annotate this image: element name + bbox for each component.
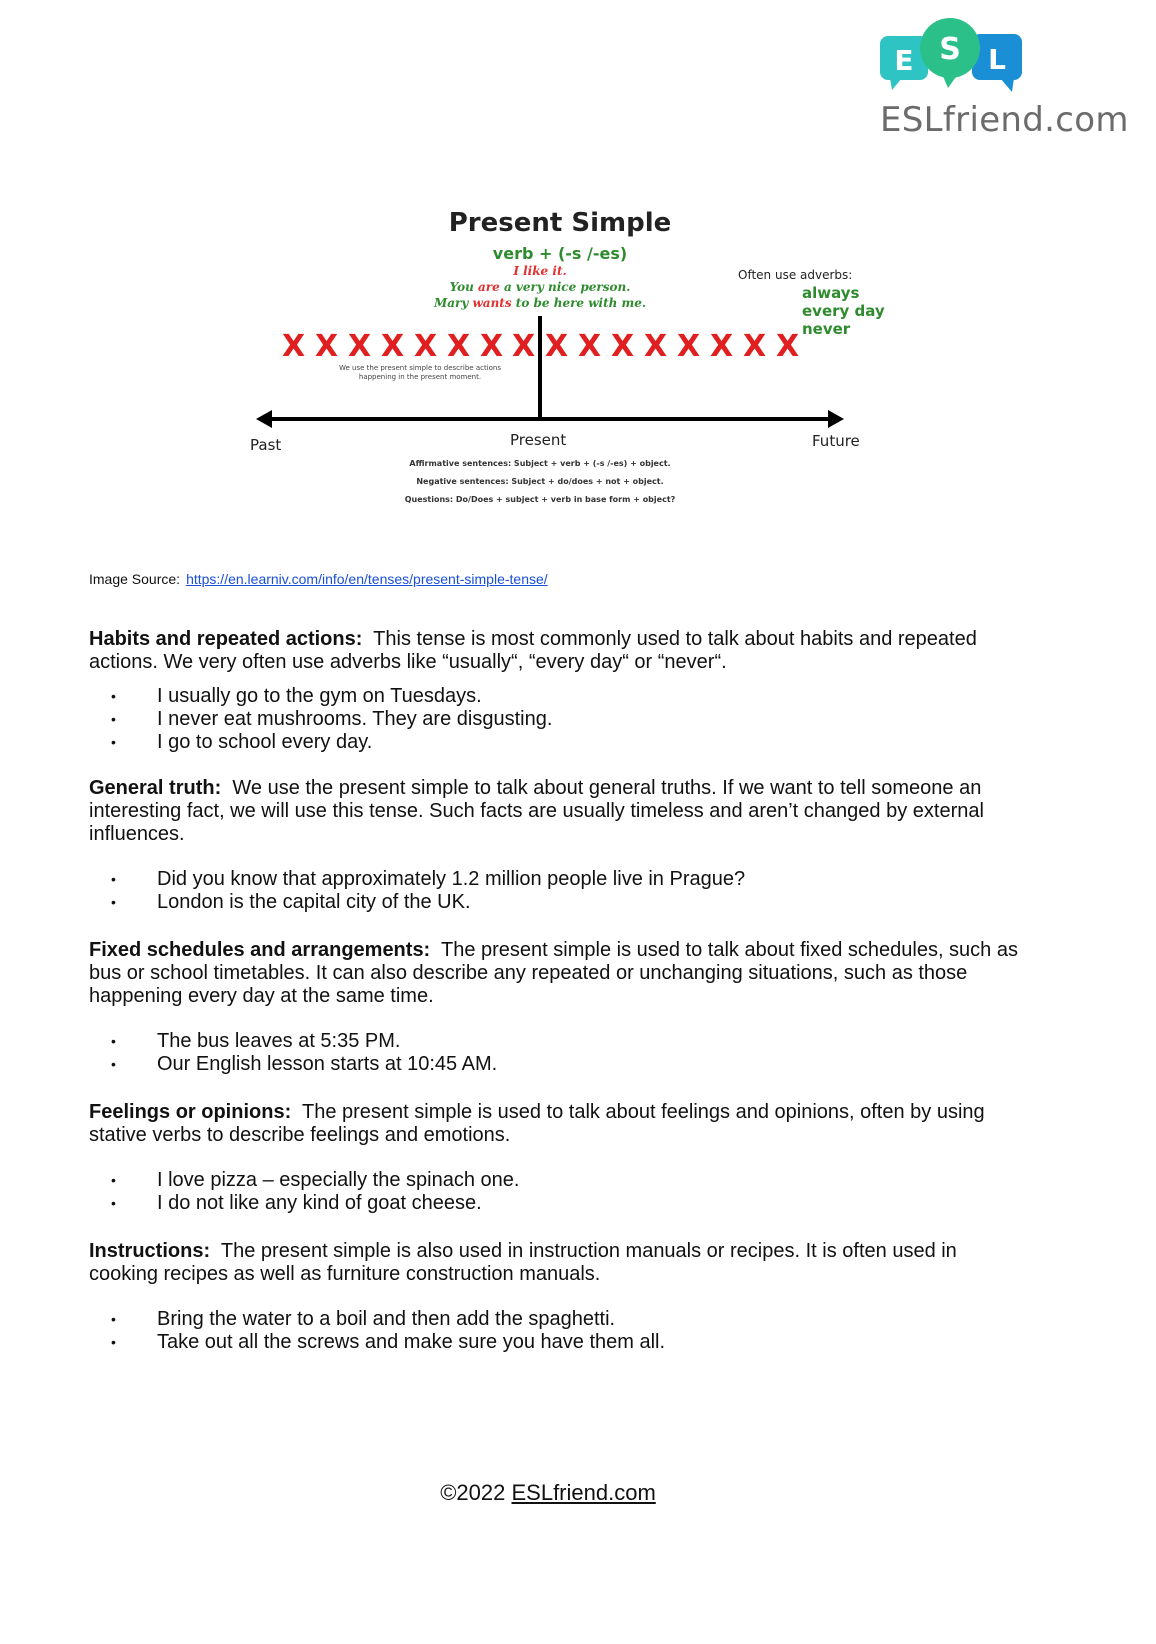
rule-questions: Questions: Do/Does + subject + verb in base form + object? (404, 495, 676, 504)
logo-letter-e: E (894, 44, 914, 77)
logo-letter-s: S (939, 32, 961, 67)
section-fixed-schedules (89, 939, 1019, 1076)
footer-copyright: ©2022 (440, 1480, 512, 1505)
section-heading: General truth: (89, 777, 222, 799)
example-list (89, 685, 1019, 754)
image-source (89, 571, 548, 587)
image-source-link[interactable]: https://en.learniv.com/info/en/tenses/present-simple-tense/ (186, 571, 548, 587)
section-instructions (89, 1240, 1019, 1354)
section-heading: Fixed schedules and arrangements: (89, 939, 431, 961)
x-mark: X (611, 329, 635, 364)
x-mark: X (282, 329, 306, 364)
x-mark: X (381, 329, 405, 364)
adverbs-label: Often use adverbs: (738, 268, 853, 282)
x-mark: X (447, 329, 471, 364)
logo-text: ESLfriend.com (880, 100, 1129, 140)
timeline-left-arrow (256, 410, 272, 428)
section-paragraph: Habits and repeated actions: This tense is most commonly used to talk about habits and repeated actions. We very often use adverbs like “usually“, “every day“ or “never“. (89, 628, 977, 673)
list-item: • I go to school every day. (89, 731, 1019, 754)
section-general-truth (89, 777, 1019, 914)
adverb: always (802, 284, 860, 302)
section-paragraph: Instructions: The present simple is also used in instruction manuals or recipes. It is often used in cooking recipes as well as furniture construction manuals. (89, 1240, 957, 1285)
axis-label-present: Present (510, 431, 567, 449)
x-mark: X (414, 329, 438, 364)
x-mark: X (315, 329, 339, 364)
list-item: • I love pizza – especially the spinach one. (89, 1169, 1019, 1192)
footer (0, 1480, 1096, 1506)
x-mark: X (578, 329, 602, 364)
list-item: • I do not like any kind of goat cheese. (89, 1192, 1019, 1215)
section-heading: Instructions: (89, 1240, 211, 1262)
example-sentence: Mary wants to be here with me. (433, 296, 647, 310)
list-item: • The bus leaves at 5:35 PM. (89, 1030, 1019, 1053)
timeline-right-arrow (828, 410, 844, 428)
section-habits (89, 628, 1019, 754)
section-heading: Habits and repeated actions: (89, 628, 363, 650)
diagram-formula: verb + (-s /-es) (492, 244, 628, 263)
example-sentence: You are a very nice person. (449, 280, 631, 294)
adverb: every day (802, 302, 885, 320)
rule-negative: Negative sentences: Subject + do/does + not + object. (416, 477, 664, 486)
x-mark: X (644, 329, 668, 364)
section-heading: Feelings or opinions: (89, 1101, 292, 1123)
diagram-title: Present Simple (448, 208, 672, 238)
list-item: • Our English lesson starts at 10:45 AM. (89, 1053, 1019, 1076)
example-list (89, 868, 1019, 914)
x-mark: X (348, 329, 372, 364)
x-mark: X (743, 329, 767, 364)
rule-affirmative: Affirmative sentences: Subject + verb + (-s /-es) + object. (409, 459, 671, 468)
x-mark: X (512, 329, 536, 364)
example-sentence: I like it. (513, 264, 567, 278)
list-item: • Bring the water to a boil and then add the spaghetti. (89, 1308, 1019, 1331)
axis-label-future: Future (812, 432, 860, 450)
image-source-label: Image Source: (89, 571, 181, 587)
list-item: • Take out all the screws and make sure you have them all. (89, 1331, 1019, 1354)
list-item: • I usually go to the gym on Tuesdays. (89, 685, 1019, 708)
section-paragraph: General truth: We use the present simple to talk about general truths. If we want to tell someone an interesting fact, we will use this tense. Such facts are usually timeless and aren’t changed by external influences. (89, 777, 984, 845)
list-item: • Did you know that approximately 1.2 million people live in Prague? (89, 868, 1019, 891)
list-item: • I never eat mushrooms. They are disgusting. (89, 708, 1019, 731)
x-mark: X (710, 329, 734, 364)
adverb: never (802, 320, 851, 338)
example-list (89, 1308, 1019, 1354)
timeline-svg (250, 200, 910, 540)
diagram-note: We use the present simple to describe actions happening in the present moment. (338, 364, 502, 381)
x-mark: X (545, 329, 569, 364)
list-item: • London is the capital city of the UK. (89, 891, 1019, 914)
section-paragraph: Feelings or opinions: The present simple is used to talk about feelings and opinions, often by using stative verbs to describe feelings and emotions. (89, 1101, 985, 1146)
section-paragraph: Fixed schedules and arrangements: The present simple is used to talk about fixed schedules, such as bus or school timetables. It can also describe any repeated or unchanging situations, such as those happening every day at the same time. (89, 939, 1018, 1007)
logo-letter-l: L (988, 43, 1006, 76)
axis-label-past: Past (250, 436, 282, 454)
x-mark: X (677, 329, 701, 364)
x-mark: X (480, 329, 504, 364)
example-list (89, 1030, 1019, 1076)
x-mark: X (776, 329, 800, 364)
example-list (89, 1169, 1019, 1215)
section-feelings (89, 1101, 1019, 1215)
footer-link[interactable]: ESLfriend.com (511, 1480, 656, 1505)
present-simple-diagram (250, 200, 910, 540)
